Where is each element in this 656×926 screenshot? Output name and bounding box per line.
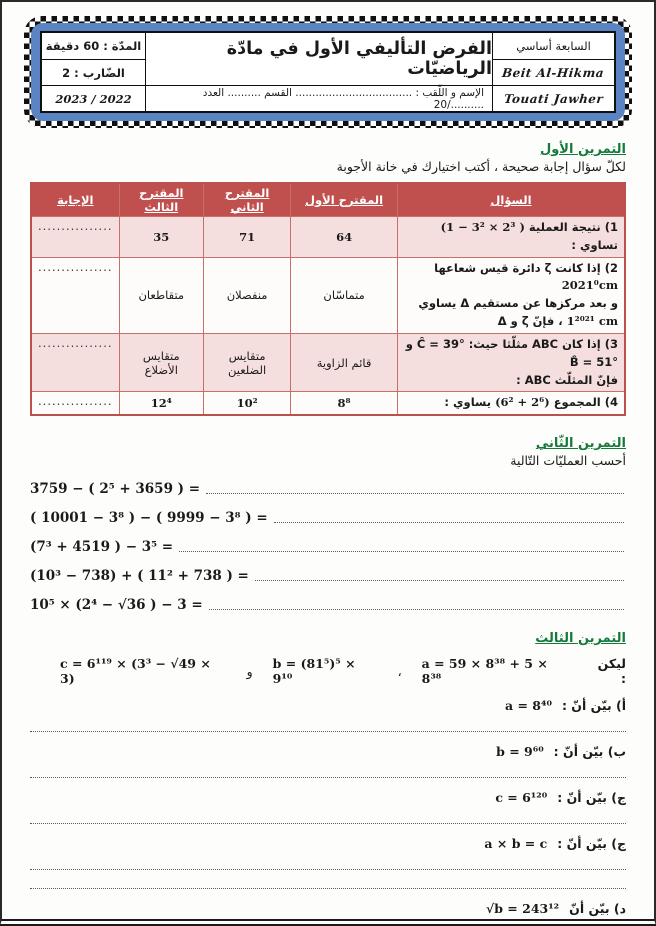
header-table: [40, 31, 616, 113]
teacher-name: Touati Jawher: [503, 91, 604, 106]
answer-dotted-line: [30, 809, 626, 824]
question-1: [397, 217, 625, 258]
option-cell: متماسّان: [291, 257, 398, 333]
student-name-line: الإسم و اللّقب : ................................... القسم .......... العدد ........../20: [146, 85, 492, 111]
part-label: ج) بيّن أنّ :: [557, 836, 626, 852]
option-cell: متقايس الضلعين: [204, 333, 291, 391]
answer-dotted-line: [255, 569, 624, 581]
exercise1-instruction: لكلّ سؤال إجابة صحيحة ، أكتب اختيارك في خانة الأجوبة: [336, 159, 626, 174]
header-blue-band: [31, 23, 625, 121]
question-text: و بعد مركزها عن مستقيم Δ يساوي: [418, 296, 618, 311]
exam-duration: المدّة : 60 دقيقة: [45, 39, 142, 53]
table-row: [31, 217, 625, 258]
col-header-answer: الإجابة: [31, 183, 119, 217]
answer-dotted-line: [179, 540, 624, 552]
equation-line: [30, 568, 626, 584]
equation-line: [30, 539, 626, 555]
answer-dotted-line: [209, 598, 624, 610]
exercise1-title: التمرين الأول: [539, 142, 626, 157]
question-text: تساوي :: [571, 237, 618, 252]
question-math: 1²⁰²¹ cm: [566, 314, 618, 329]
col-header-question: السؤال: [397, 183, 625, 217]
separator: ،: [397, 663, 402, 679]
question-text: فإنّ المثلّث ABC :: [516, 372, 618, 387]
option-cell: قائم الزاوية: [291, 333, 398, 391]
part-label: ب) بيّن أنّ :: [553, 744, 626, 760]
answer-cell: ................: [31, 392, 119, 415]
definition-a: a = 59 × 8³⁸ + 5 × 8³⁸: [421, 656, 548, 687]
question-text: 2) إذا كانت ζ دائرة قيس شعاعها: [434, 260, 618, 275]
question-text: 3) إذا كان ABC مثلّثا حيث: Ĉ = 39° و B̂ = 51°: [405, 336, 618, 369]
mcq-table: [30, 182, 626, 416]
equation: 3759 − ( 2⁵ + 3659 ) =: [30, 481, 201, 498]
question-text: ، فإنّ ζ و Δ: [497, 314, 563, 329]
grade-level: السابعة أساسي: [516, 39, 591, 53]
option-cell: 10²: [204, 392, 291, 415]
exam-coefficient: الضّارب : 2: [42, 59, 145, 85]
part-expression: c = 6¹²⁰: [495, 790, 548, 806]
part-a-line: [30, 698, 626, 713]
answer-cell: ................: [31, 217, 119, 258]
equation-line: [30, 481, 626, 497]
part-e-line: [30, 901, 626, 916]
part-b-line: [30, 744, 626, 759]
equation-line: [30, 510, 626, 526]
question-math: (1 − 3² × 2³ ): [440, 220, 525, 234]
header-school-column: [492, 33, 614, 111]
equation-line: [30, 597, 626, 613]
option-cell: متقاطعان: [119, 257, 203, 333]
col-header-option3: المقترح الثالث: [119, 183, 203, 217]
question-text: 4) المجموع: [553, 395, 618, 410]
question-text: 1) نتيجة العملية: [528, 220, 618, 234]
exercise3-title: التمرين الثالث: [535, 631, 626, 647]
part-expression: √b = 243¹²: [485, 901, 560, 917]
header-checkered-border: [24, 16, 632, 128]
question-math: 2021⁰cm: [561, 278, 618, 293]
exercise2-instruction: أحسب العمليّات التّالية: [510, 453, 626, 469]
let-label: ليكن :: [597, 656, 626, 687]
exercise2-title: التمرين الثّاني: [535, 436, 626, 452]
col-header-option2: المقترح الثاني: [204, 183, 291, 217]
option-cell: 35: [119, 217, 203, 258]
question-3: [397, 333, 625, 391]
question-4: [397, 392, 625, 415]
answer-dotted-line: [30, 855, 626, 870]
answer-dotted-line: [206, 482, 624, 494]
school-name: Beit Al-Hikma: [501, 65, 606, 80]
question-text: يساوي :: [444, 395, 492, 410]
definition-c: c = 6¹¹⁹ × (3³ − √49 × 3): [60, 656, 211, 687]
table-row: [31, 392, 625, 415]
col-header-option1: المقترح الأول: [291, 183, 398, 217]
definition-b: b = (81⁵)⁵ × 9¹⁰: [272, 656, 356, 687]
answer-cell: ................: [31, 257, 119, 333]
question-math: (6² + 2⁶): [495, 395, 550, 410]
school-year: 2023 / 2022: [42, 85, 145, 111]
exam-title: الفرض التأليفي الأول في مادّة الرياضيّات: [226, 39, 492, 79]
definitions-line: [30, 656, 626, 686]
part-label: أ) بيّن أنّ :: [561, 698, 626, 714]
option-cell: 64: [291, 217, 398, 258]
answer-cell: ................: [31, 333, 119, 391]
answer-dotted-line: [30, 717, 626, 732]
answer-dotted-line: [30, 874, 626, 889]
option-cell: 71: [204, 217, 291, 258]
answer-dotted-line: [30, 763, 626, 778]
part-expression: a × b = c: [484, 836, 548, 852]
equation: (10³ − 738) + ( 11² + 738 ) =: [30, 568, 249, 585]
option-cell: 12⁴: [119, 392, 203, 415]
mcq-header-row: [31, 183, 625, 217]
option-cell: منفصلان: [204, 257, 291, 333]
option-cell: 8⁸: [291, 392, 398, 415]
part-label: ج) بيّن أنّ :: [557, 790, 626, 806]
option-cell: متقايس الأضلاع: [119, 333, 203, 391]
answer-dotted-line: [274, 511, 624, 523]
part-expression: a = 8⁴⁰: [505, 698, 552, 714]
part-label: د) بيّن أنّ: [569, 901, 626, 917]
table-row: [31, 257, 625, 333]
equation: (7³ + 4519 ) − 3⁵ =: [30, 539, 174, 556]
equation: ( 10001 − 3⁸ ) − ( 9999 − 3⁸ ) =: [30, 510, 268, 527]
table-row: [31, 333, 625, 391]
header-meta-column: [42, 33, 146, 111]
part-expression: b = 9⁶⁰: [496, 744, 544, 760]
header-center-column: [146, 33, 492, 111]
separator: و: [246, 663, 253, 679]
question-2: [397, 257, 625, 333]
part-d-line: [30, 836, 626, 851]
part-c-line: [30, 790, 626, 805]
equation: 10⁵ × (2⁴ − √36 ) − 3 =: [30, 597, 203, 614]
